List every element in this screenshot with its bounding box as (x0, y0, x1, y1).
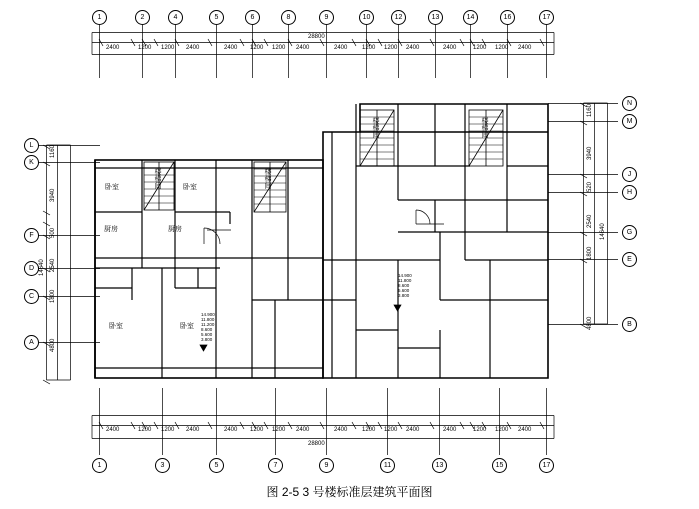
elev-mid-3: 8.600 (398, 283, 410, 288)
top-dim-11: 1200 (384, 45, 398, 51)
axis-bubble-bottom-6[interactable]: 11 (380, 458, 395, 473)
bottom-dim-15: 1200 (495, 427, 509, 433)
axis-bubble-left-C[interactable]: C (24, 289, 39, 304)
axis-bubble-top-2[interactable]: 2 (135, 10, 150, 25)
top-dim-16: 2400 (518, 45, 532, 51)
axis-bubble-right-E[interactable]: E (622, 252, 637, 267)
bottom-dim-8: 2400 (296, 427, 310, 433)
room-label-bedroom-4: 卧室 (180, 323, 194, 330)
axis-bubble-bottom-1[interactable]: 1 (92, 458, 107, 473)
axis-bubble-right-N[interactable]: N (622, 96, 637, 111)
top-total-dimension: 28800 (308, 34, 325, 40)
axis-bubble-bottom-8[interactable]: 15 (492, 458, 507, 473)
axis-bubble-bottom-9[interactable]: 17 (539, 458, 554, 473)
axis-bubble-left-A[interactable]: A (24, 335, 39, 350)
top-dim-15: 1200 (495, 45, 509, 51)
axis-bubble-bottom-4[interactable]: 7 (268, 458, 283, 473)
right-dim-1: 1160 (587, 104, 593, 117)
top-dim-13: 2400 (443, 45, 457, 51)
left-dim-5: 1800 (50, 289, 56, 303)
top-dim-4: 2400 (186, 45, 200, 51)
room-label-stairwell-1: 楼梯间 (154, 168, 161, 189)
right-dim-2: 3940 (587, 146, 593, 160)
left-dim-4: 2540 (50, 258, 56, 272)
bottom-dim-13: 2400 (443, 427, 457, 433)
room-label-stairwell-3: 楼梯间 (372, 117, 379, 138)
elev-left-4: 8.600 (201, 327, 213, 332)
left-dim-3: 500 (50, 227, 56, 238)
elev-mid-1: 14.900 (398, 273, 412, 278)
room-label-stairwell-4: 楼梯间 (481, 117, 488, 138)
top-dim-2: 1200 (138, 45, 152, 51)
axis-bubble-bottom-7[interactable]: 13 (432, 458, 447, 473)
bottom-dim-11: 1200 (384, 427, 398, 433)
axis-bubble-right-G[interactable]: G (622, 225, 637, 240)
axis-bubble-bottom-3[interactable]: 5 (209, 458, 224, 473)
axis-bubble-top-13[interactable]: 17 (539, 10, 554, 25)
axis-bubble-top-4[interactable]: 5 (209, 10, 224, 25)
top-dim-8: 2400 (296, 45, 310, 51)
left-dim-2: 3940 (50, 188, 56, 202)
elevation-marker-left (201, 312, 215, 342)
elev-left-2: 11.800 (201, 317, 215, 322)
elev-mid-2: 11.800 (398, 278, 412, 283)
top-dim-9: 2400 (334, 45, 348, 51)
bottom-dim-7: 1200 (272, 427, 286, 433)
room-label-bedroom-2: 卧室 (183, 184, 197, 191)
bottom-dim-16: 2400 (518, 427, 532, 433)
top-dim-12: 2400 (406, 45, 420, 51)
bottom-dim-12: 2400 (406, 427, 420, 433)
axis-bubble-bottom-2[interactable]: 3 (155, 458, 170, 473)
top-dim-7: 1200 (272, 45, 286, 51)
axis-bubble-left-D[interactable]: D (24, 261, 39, 276)
bottom-dim-2: 1200 (138, 427, 152, 433)
axis-bubble-right-M[interactable]: M (622, 114, 637, 129)
right-dim-6: 4800 (587, 316, 593, 330)
bottom-dim-6: 1200 (250, 427, 264, 433)
axis-bubble-top-3[interactable]: 4 (168, 10, 183, 25)
axis-bubble-top-11[interactable]: 14 (463, 10, 478, 25)
top-dim-14: 1200 (473, 45, 487, 51)
right-dim-3: 520 (587, 181, 593, 192)
top-dim-5: 2400 (224, 45, 238, 51)
room-label-kitchen-2: 厨房 (168, 226, 182, 233)
axis-bubble-top-1[interactable]: 1 (92, 10, 107, 25)
elev-left-1: 14.900 (201, 312, 215, 317)
bottom-dim-1: 2400 (106, 427, 120, 433)
left-dim-outer: 14640 (39, 259, 45, 276)
top-dim-10: 1200 (362, 45, 376, 51)
axis-bubble-right-J[interactable]: J (622, 167, 637, 182)
bottom-dim-10: 1200 (362, 427, 376, 433)
right-dim-5: 1800 (587, 246, 593, 260)
axis-bubble-left-F[interactable]: F (24, 228, 39, 243)
axis-bubble-right-H[interactable]: H (622, 185, 637, 200)
left-dim-6: 4800 (50, 338, 56, 352)
bottom-dim-14: 1200 (473, 427, 487, 433)
room-label-bedroom-1: 卧室 (105, 184, 119, 191)
top-dim-6: 1200 (250, 45, 264, 51)
room-label-bedroom-3: 卧室 (109, 323, 123, 330)
axis-bubble-right-B[interactable]: B (622, 317, 637, 332)
bottom-dim-3: 1200 (161, 427, 175, 433)
top-dim-1: 2400 (106, 45, 120, 51)
axis-bubble-top-6[interactable]: 8 (281, 10, 296, 25)
elev-left-6: 3.800 (201, 337, 213, 342)
right-dim-outer: 14640 (600, 223, 606, 240)
axis-bubble-top-7[interactable]: 9 (319, 10, 334, 25)
bottom-total-dimension: 28800 (308, 441, 325, 447)
axis-bubble-left-L[interactable]: L (24, 138, 39, 153)
axis-bubble-top-12[interactable]: 16 (500, 10, 515, 25)
elev-mid-5: 3.800 (398, 293, 410, 298)
axis-bubble-top-9[interactable]: 12 (391, 10, 406, 25)
axis-bubble-top-10[interactable]: 13 (428, 10, 443, 25)
room-label-stairwell-2: 楼梯间 (264, 168, 271, 189)
axis-bubble-top-5[interactable]: 6 (245, 10, 260, 25)
bottom-dim-5: 2400 (224, 427, 238, 433)
top-dim-3: 1200 (161, 45, 175, 51)
axis-bubble-bottom-5[interactable]: 9 (319, 458, 334, 473)
left-dim-1: 1160 (50, 145, 56, 158)
bottom-dim-4: 2400 (186, 427, 200, 433)
axis-bubble-left-K[interactable]: K (24, 155, 39, 170)
right-dim-4: 2540 (587, 214, 593, 228)
elev-left-3: 11.200 (201, 322, 215, 327)
elev-mid-4: 5.600 (398, 288, 410, 293)
elev-left-5: 5.600 (201, 332, 213, 337)
axis-bubble-top-8[interactable]: 10 (359, 10, 374, 25)
figure-caption: 图 2-5 3 号楼标准层建筑平面图 (266, 485, 433, 499)
room-label-kitchen-1: 厨房 (104, 226, 118, 233)
bottom-dim-9: 2400 (334, 427, 348, 433)
elevation-marker-mid (398, 273, 412, 298)
